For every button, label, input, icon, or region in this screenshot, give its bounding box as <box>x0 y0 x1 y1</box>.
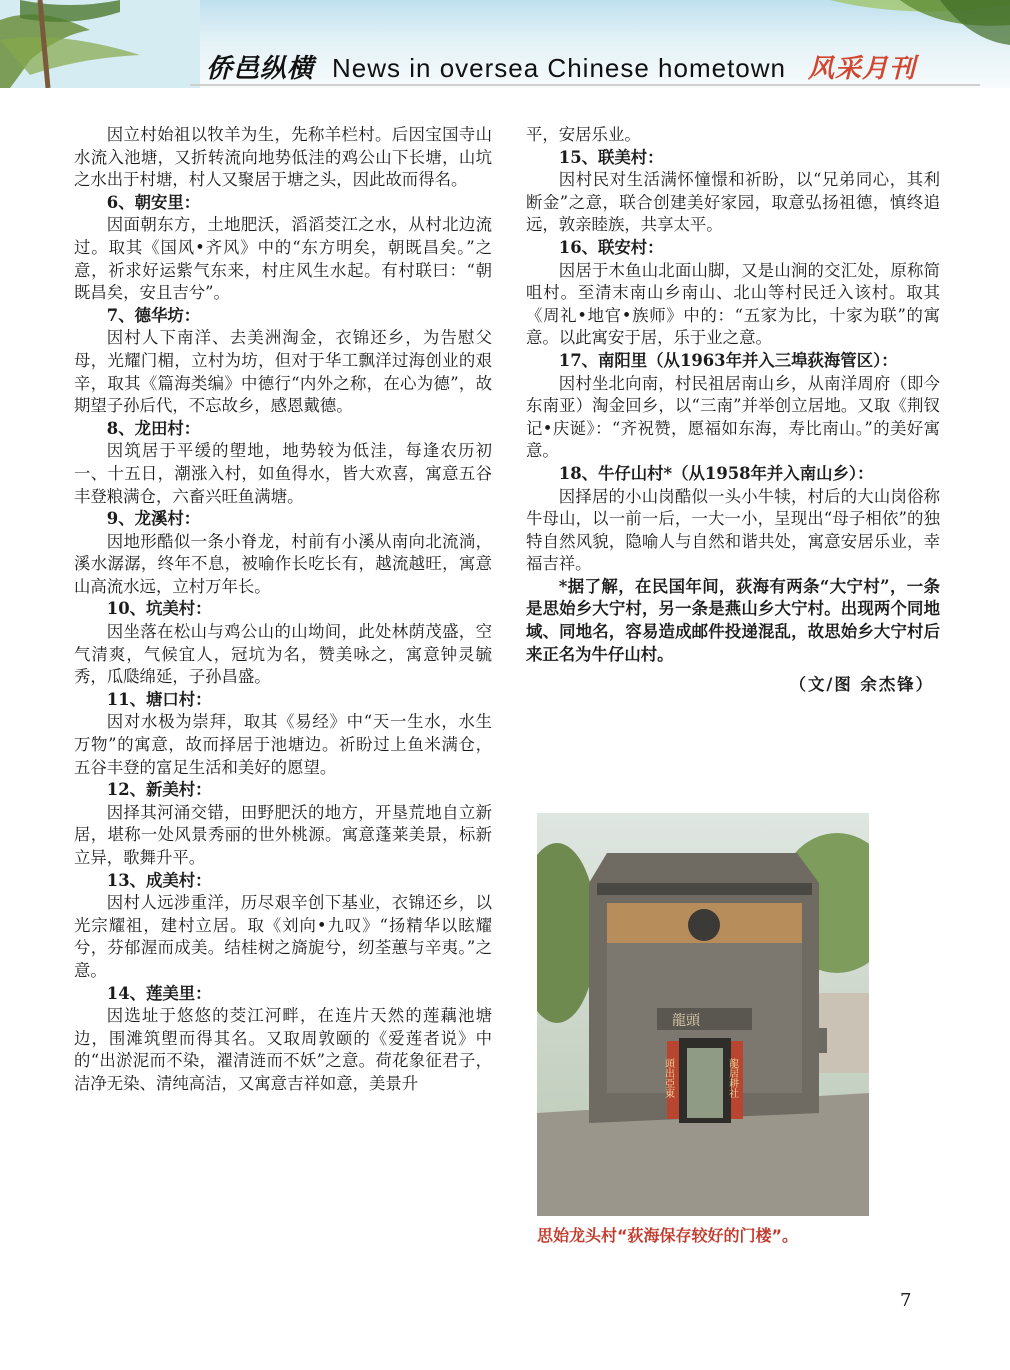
paragraph: 因村坐北向南，村民祖居南山乡，从南洋周府（即今东南亚）淘金回乡，以“三南”并举创立居地。又取《荆钗记•庆诞》：“齐祝赞，愿福如东海，寿比南山。”的美好寓意。 <box>526 373 940 461</box>
section-heading: 8、龙田村： <box>106 418 201 438</box>
right-text-column <box>526 124 940 697</box>
paragraph: 因村民对生活满怀憧憬和祈盼，以“兄弟同心，其利断金”之意，联合创建美好家园，取意弘扬祖德，慎终追远，敦亲睦族，共享太平。 <box>526 170 940 235</box>
header-title-cn: 侨邑纵横 <box>206 54 315 84</box>
paragraph: 因筑居于平缓的塱地，地势较为低洼，每逢农历初一、十五日，潮涨入村，如鱼得水，皆大欢喜，寓意五谷丰登粮满仓，六畜兴旺鱼满塘。 <box>74 441 492 506</box>
paragraph: *据了解，在民国年间，荻海有两条“大宁村”，一条是思始乡大宁村，另一条是燕山乡大宁村。出现两个同地域、同地名，容易造成邮件投递混乱，故思始乡大宁村后来正名为牛仔山村。 <box>526 576 940 664</box>
section-heading: 7、德华坊： <box>106 305 201 325</box>
plaque-text: 龍頭 <box>672 1013 700 1029</box>
photo-caption: 思始龙头村“荻海保存较好的门楼”。 <box>537 1226 799 1245</box>
gatehouse-illustration <box>537 813 869 1216</box>
section-heading: 11、塘口村： <box>106 689 212 709</box>
section-heading: 9、龙溪村： <box>106 509 201 529</box>
header-title-en: News in oversea Chinese hometown <box>332 53 787 83</box>
paragraph: 因立村始祖以牧羊为生，先称羊栏村。后因宝国寺山水流入池塘，又折转流向地势低洼的鸡公山下长塘，山坑之水出于村塘，村人又聚居于塘之头，因此故而得名。 <box>74 125 492 190</box>
paragraph: 因择其河涌交错，田野肥沃的地方，开垦荒地自立新居，堪称一处风景秀丽的世外桃源。寓意蓬莱美景，标新立异，歌舞升平。 <box>74 802 492 867</box>
section-heading: 18、牛仔山村*（从1958年并入南山乡）： <box>558 463 874 483</box>
page-number: 7 <box>900 1290 912 1311</box>
section-heading: 14、莲美里： <box>106 983 212 1003</box>
section-heading: 17、南阳里（从1963年并入三埠荻海管区）： <box>558 350 898 370</box>
paragraph: 因村人下南洋、去美洲淘金，衣锦还乡，为告慰父母，光耀门楣，立村为坊，但对于华工飘洋过海创业的艰辛，取其《篇海类编》中德行“内外之称，在心为德”，故期望子孙后代，不忘故乡，感恩戴德。 <box>74 328 492 416</box>
paragraph: 因面朝东方，土地肥沃，滔滔茭江之水，从村北边流过。取其《国风•齐风》中的“东方明矣，朝既昌矣。”之意，祈求好运紫气东来，村庄风生水起。有村联曰：“朝既昌矣，安且吉兮”。 <box>74 215 492 303</box>
palm-tree-left-decoration <box>0 0 200 88</box>
publication-name: 风采月刊 <box>808 54 917 84</box>
paragraph: 平，安居乐业。 <box>526 125 641 144</box>
paragraph: 因地形酷似一条小脊龙，村前有小溪从南向北流淌，溪水潺潺，终年不息，被喻作长吃长有，越流越旺，寓意山高流水远，立村万年长。 <box>74 531 492 596</box>
paragraph: 因对水极为崇拜，取其《易经》中“天一生水，水生万物”的寓意，故而择居于池塘边。祈盼过上鱼米满仓，五谷丰登的富足生活和美好的愿望。 <box>74 712 492 777</box>
section-heading: 16、联安村： <box>558 237 664 257</box>
village-gatehouse-photo <box>537 813 869 1216</box>
paragraph: 因居于木鱼山北面山脚，又是山涧的交汇处，原称简咀村。至清末南山乡南山、北山等村民迁入该村。取其《周礼•地官•族师》中的：“五家为比，十家为联”的寓意。以此寓安于居，乐于业之意。 <box>526 260 940 348</box>
left-text-column <box>74 124 492 1096</box>
section-heading: 15、联美村： <box>558 147 664 167</box>
couplet-left-text: 頭出亞東 <box>662 1058 674 1098</box>
section-heading: 6、朝安里： <box>106 192 201 212</box>
paragraph: 因择居的小山岗酷似一头小牛犊，村后的大山岗俗称牛母山，以一前一后，一大一小，呈现出“母子相依”的独特自然风貌，隐喻人与自然和谐共处，寓意安居乐业，幸福吉祥。 <box>526 486 940 574</box>
header-divider <box>190 84 980 86</box>
paragraph: 因村人远涉重洋，历尽艰辛创下基业，衣锦还乡，以光宗耀祖，建村立居。取《刘向•九叹》“扬精华以眩耀兮，芬郁渥而成美。结桂树之旖旎兮，纫荃蕙与辛夷。”之意。 <box>74 893 492 980</box>
section-heading: 13、成美村： <box>106 870 212 890</box>
section-heading: 10、坑美村： <box>106 599 212 619</box>
paragraph: 因坐落在松山与鸡公山的山坳间，此处林荫茂盛，空气清爽，气候宜人，冠坑为名，赞美咏之，寓意钟灵毓秀，瓜瓞绵延，子孙昌盛。 <box>74 622 492 687</box>
couplet-right-text: 龍居耕社 <box>726 1058 738 1098</box>
paragraph: 因选址于悠悠的茭江河畔，在连片天然的莲藕池塘边，围滩筑塱而得其名。又取周敦颐的《爱莲者说》中的“出淤泥而不染，濯清涟而不妖”之意。荷花象征君子，洁净无染、清纯高洁，又寓意吉祥如意，美景升 <box>74 1006 492 1093</box>
author-credit: （文/图 余杰锋） <box>789 675 934 695</box>
header-banner <box>0 0 1010 88</box>
section-heading: 12、新美村： <box>106 780 212 800</box>
header-title <box>206 48 916 85</box>
